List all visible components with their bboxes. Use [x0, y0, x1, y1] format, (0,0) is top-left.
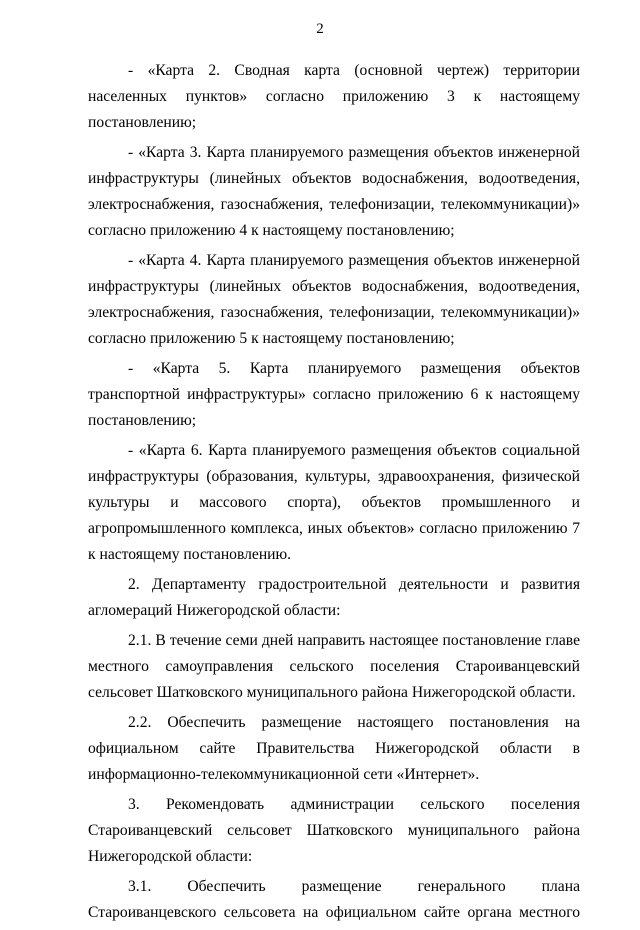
- paragraph-item-2-1: 2.1. В течение семи дней направить настоящее постановление главе местного самоуправления сельского поселения Староиванцевский сельсовет Шатковского муниципального района Нижегородской области.: [88, 632, 580, 701]
- paragraph-item-3: 3. Рекомендовать администрации сельского поселения Староиванцевский сельсовет Шатковского муниципального района Нижегородской области:: [88, 796, 580, 865]
- paragraph-map-4: - «Карта 4. Карта планируемого размещения объектов инженерной инфраструктуры (линейных объектов водоснабжения, водоотведения, электроснабжения, газоснабжения, телефонизации, телекоммуникации)» согласно приложению 5 к настоящему постановлению;: [88, 252, 580, 347]
- paragraph-map-2: - «Карта 2. Сводная карта (основной чертеж) территории населенных пунктов» согласно приложению 3 к настоящему постановлению;: [88, 62, 580, 131]
- document-body: [88, 58, 580, 930]
- paragraph-map-5: - «Карта 5. Карта планируемого размещения объектов транспортной инфраструктуры» согласно приложению 6 к настоящему постановлению;: [88, 360, 580, 429]
- page-number: 2: [316, 21, 324, 37]
- paragraph-item-2-2: 2.2. Обеспечить размещение настоящего постановления на официальном сайте Правительства Нижегородской области в информационно-телекоммуникационной сети «Интернет».: [88, 714, 580, 783]
- paragraph-item-3-1: 3.1. Обеспечить размещение генерального плана Староиванцевского сельсовета на официальном сайте органа местного: [88, 878, 580, 921]
- paragraph-item-2: 2. Департаменту градостроительной деятельности и развития агломераций Нижегородской области:: [88, 576, 580, 619]
- paragraph-map-6: - «Карта 6. Карта планируемого размещения объектов социальной инфраструктуры (образования, культуры, здравоохранения, физической культуры и массового спорта), объектов промышленного и агропромышленного комплекса, иных объектов» согласно приложению 7 к настоящему постановлению.: [88, 442, 580, 563]
- paragraph-map-3: - «Карта 3. Карта планируемого размещения объектов инженерной инфраструктуры (линейных объектов водоснабжения, водоотведения, электроснабжения, газоснабжения, телефонизации, телекоммуникации)» согласно приложению 4 к настоящему постановлению;: [88, 144, 580, 239]
